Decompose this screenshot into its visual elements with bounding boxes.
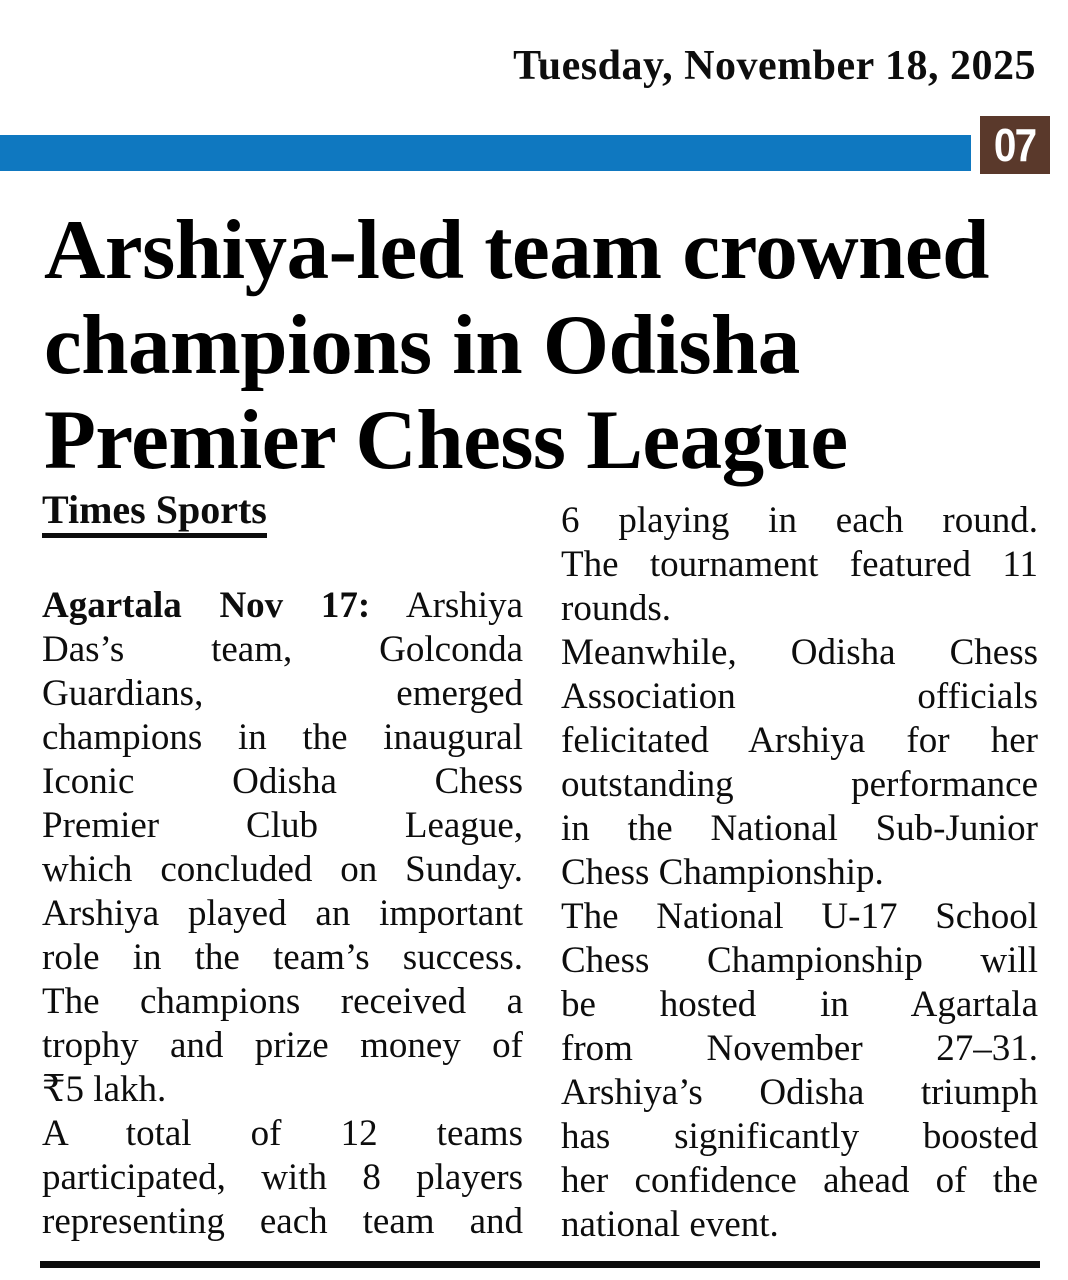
article-line: ₹5 lakh. — [42, 1069, 167, 1110]
headline-line: Premier Chess League — [44, 393, 848, 487]
article-line: 6 playing in each round. — [561, 500, 1038, 541]
article-line: The National U-17 School — [561, 896, 1038, 937]
article-line: role in the team’s success. — [42, 937, 523, 978]
headline-line: Arshiya-led team crowned — [44, 203, 989, 297]
article-line: outstanding performance — [561, 764, 1038, 805]
article-line: The champions received a — [42, 981, 523, 1022]
bottom-rule — [40, 1261, 1040, 1268]
masthead-divider-bar — [0, 135, 971, 171]
article-line: from November 27–31. — [561, 1028, 1038, 1069]
article-line: representing each team and — [42, 1201, 523, 1242]
article-line: Chess Championship will — [561, 940, 1038, 981]
article-line: Agartala Nov 17: Arshiya — [42, 585, 523, 626]
article-line: Das’s team, Golconda — [42, 629, 523, 670]
dateline: Agartala Nov 17: — [42, 585, 371, 626]
article-column-left — [42, 584, 523, 1244]
article-line: Premier Club League, — [42, 805, 523, 846]
article-line: Arshiya played an important — [42, 893, 523, 934]
article-line: A total of 12 teams — [42, 1113, 523, 1154]
article-line: has significantly boosted — [561, 1116, 1038, 1157]
article-line: Iconic Odisha Chess — [42, 761, 523, 802]
page-number-badge — [980, 116, 1050, 174]
article-line: Arshiya’s Odisha triumph — [561, 1072, 1038, 1113]
article-column-right — [561, 499, 1038, 1247]
edition-date: Tuesday, November 18, 2025 — [513, 43, 1036, 89]
page-number: 07 — [994, 119, 1036, 171]
article-line: in the National Sub-Junior — [561, 808, 1038, 849]
article-line: which concluded on Sunday. — [42, 849, 523, 890]
article-line: felicitated Arshiya for her — [561, 720, 1038, 761]
article-line: trophy and prize money of — [42, 1025, 523, 1066]
article-line: Guardians, emerged — [42, 673, 523, 714]
article-line: her confidence ahead of the — [561, 1160, 1038, 1201]
article-line: Meanwhile, Odisha Chess — [561, 632, 1038, 673]
article-line: Chess Championship. — [561, 852, 884, 893]
byline: Times Sports — [42, 490, 267, 538]
article-line: be hosted in Agartala — [561, 984, 1038, 1025]
article-line: The tournament featured 11 — [561, 544, 1038, 585]
headline-line: champions in Odisha — [44, 298, 800, 392]
article-line: participated, with 8 players — [42, 1157, 523, 1198]
article-line: champions in the inaugural — [42, 717, 523, 758]
article-headline — [44, 203, 1044, 488]
article-line: national event. — [561, 1204, 779, 1245]
article-line: rounds. — [561, 588, 671, 629]
article-line: Association officials — [561, 676, 1038, 717]
